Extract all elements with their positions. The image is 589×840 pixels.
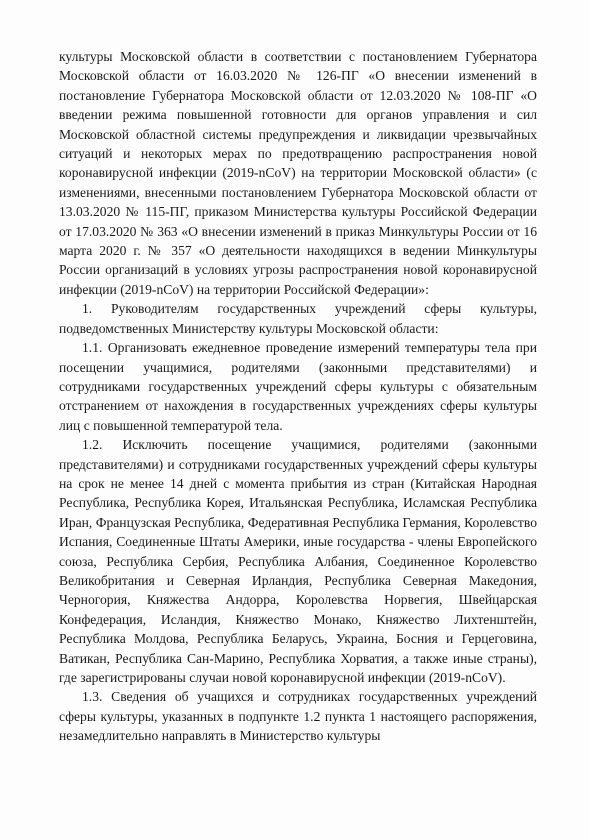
item-1-3-paragraph: 1.3. Сведения об учащихся и сотрудниках государственных учреждений сферы культуры, указанных в подпункте 1.2 пункта 1 настоящего распоряжения, незамедлительно направлять в Министерство культуры [59, 689, 537, 744]
item-1-1-paragraph: 1.1. Организовать ежедневное проведение измерений температуры тела при посещении учащимися, родителями (законными представителями) и сотрудниками государственных учреждений сферы культуры с обязательным отстранением от нахождения в государственных учреждениях сферы культуры лиц с повышенной температурой тела. [59, 340, 537, 433]
item-1-2-paragraph: 1.2. Исключить посещение учащимися, родителями (законными представителями) и сотрудниками государственных учреждений сферы культуры на срок не менее 14 дней с момента прибытия из стран (Китайская Народная Республика, Республика Корея, Итальянская Республика, Исламская Республика Иран, Французская Республика, Федеративная Республика Германия, Королевство Испания, Соединенные Штаты Америки, иные государства - члены Европейского союза, Республика Сербия, Республика Албания, Соединенное Королевство Великобритания и Северная Ирландия, Республика Северная Македония, Черногория, Княжества Андорра, Королевства Норвегия, Швейцарская Конфедерация, Исландия, Княжество Монако, Княжество Лихтенштейн, Республика Молдова, Республика Беларусь, Украина, Босния и Герцеговина, Ватикан, Республика Сан-Марино, Республика Хорватия, а также иные страны), где зарегистрированы случаи новой коронавирусной инфекции (2019-nCoV). [59, 437, 537, 685]
item-1-paragraph: 1. Руководителям государственных учреждений сферы культуры, подведомственных Министерству культуры Московской области: [59, 301, 537, 336]
intro-paragraph: культуры Московской области в соответствии с постановлением Губернатора Московской области от 16.03.2020 № 126-ПГ «О внесении изменений в постановление Губернатора Московской области от 12.03.2020 № 108-ПГ «О введении режима повышенной готовности для органов управления и сил Московской областной системы предупреждения и ликвидации чрезвычайных ситуаций и некоторых мерах по предотвращению распространения новой коронавирусной инфекции (2019-nCoV) на территории Московской области» (с изменениями, внесенными постановлением Губернатора Московской области от 13.03.2020 № 115-ПГ, приказом Министерства культуры Российской Федерации от 17.03.2020 № 363 «О внесении изменений в приказ Минкультуры России от 16 марта 2020 г. № 357 «О деятельности находящихся в ведении Минкультуры России организаций в условиях угрозы распространения новой коронавирусной инфекции (2019-nCoV) на территории Российской Федерации»: [59, 49, 537, 297]
document-body [59, 47, 537, 746]
